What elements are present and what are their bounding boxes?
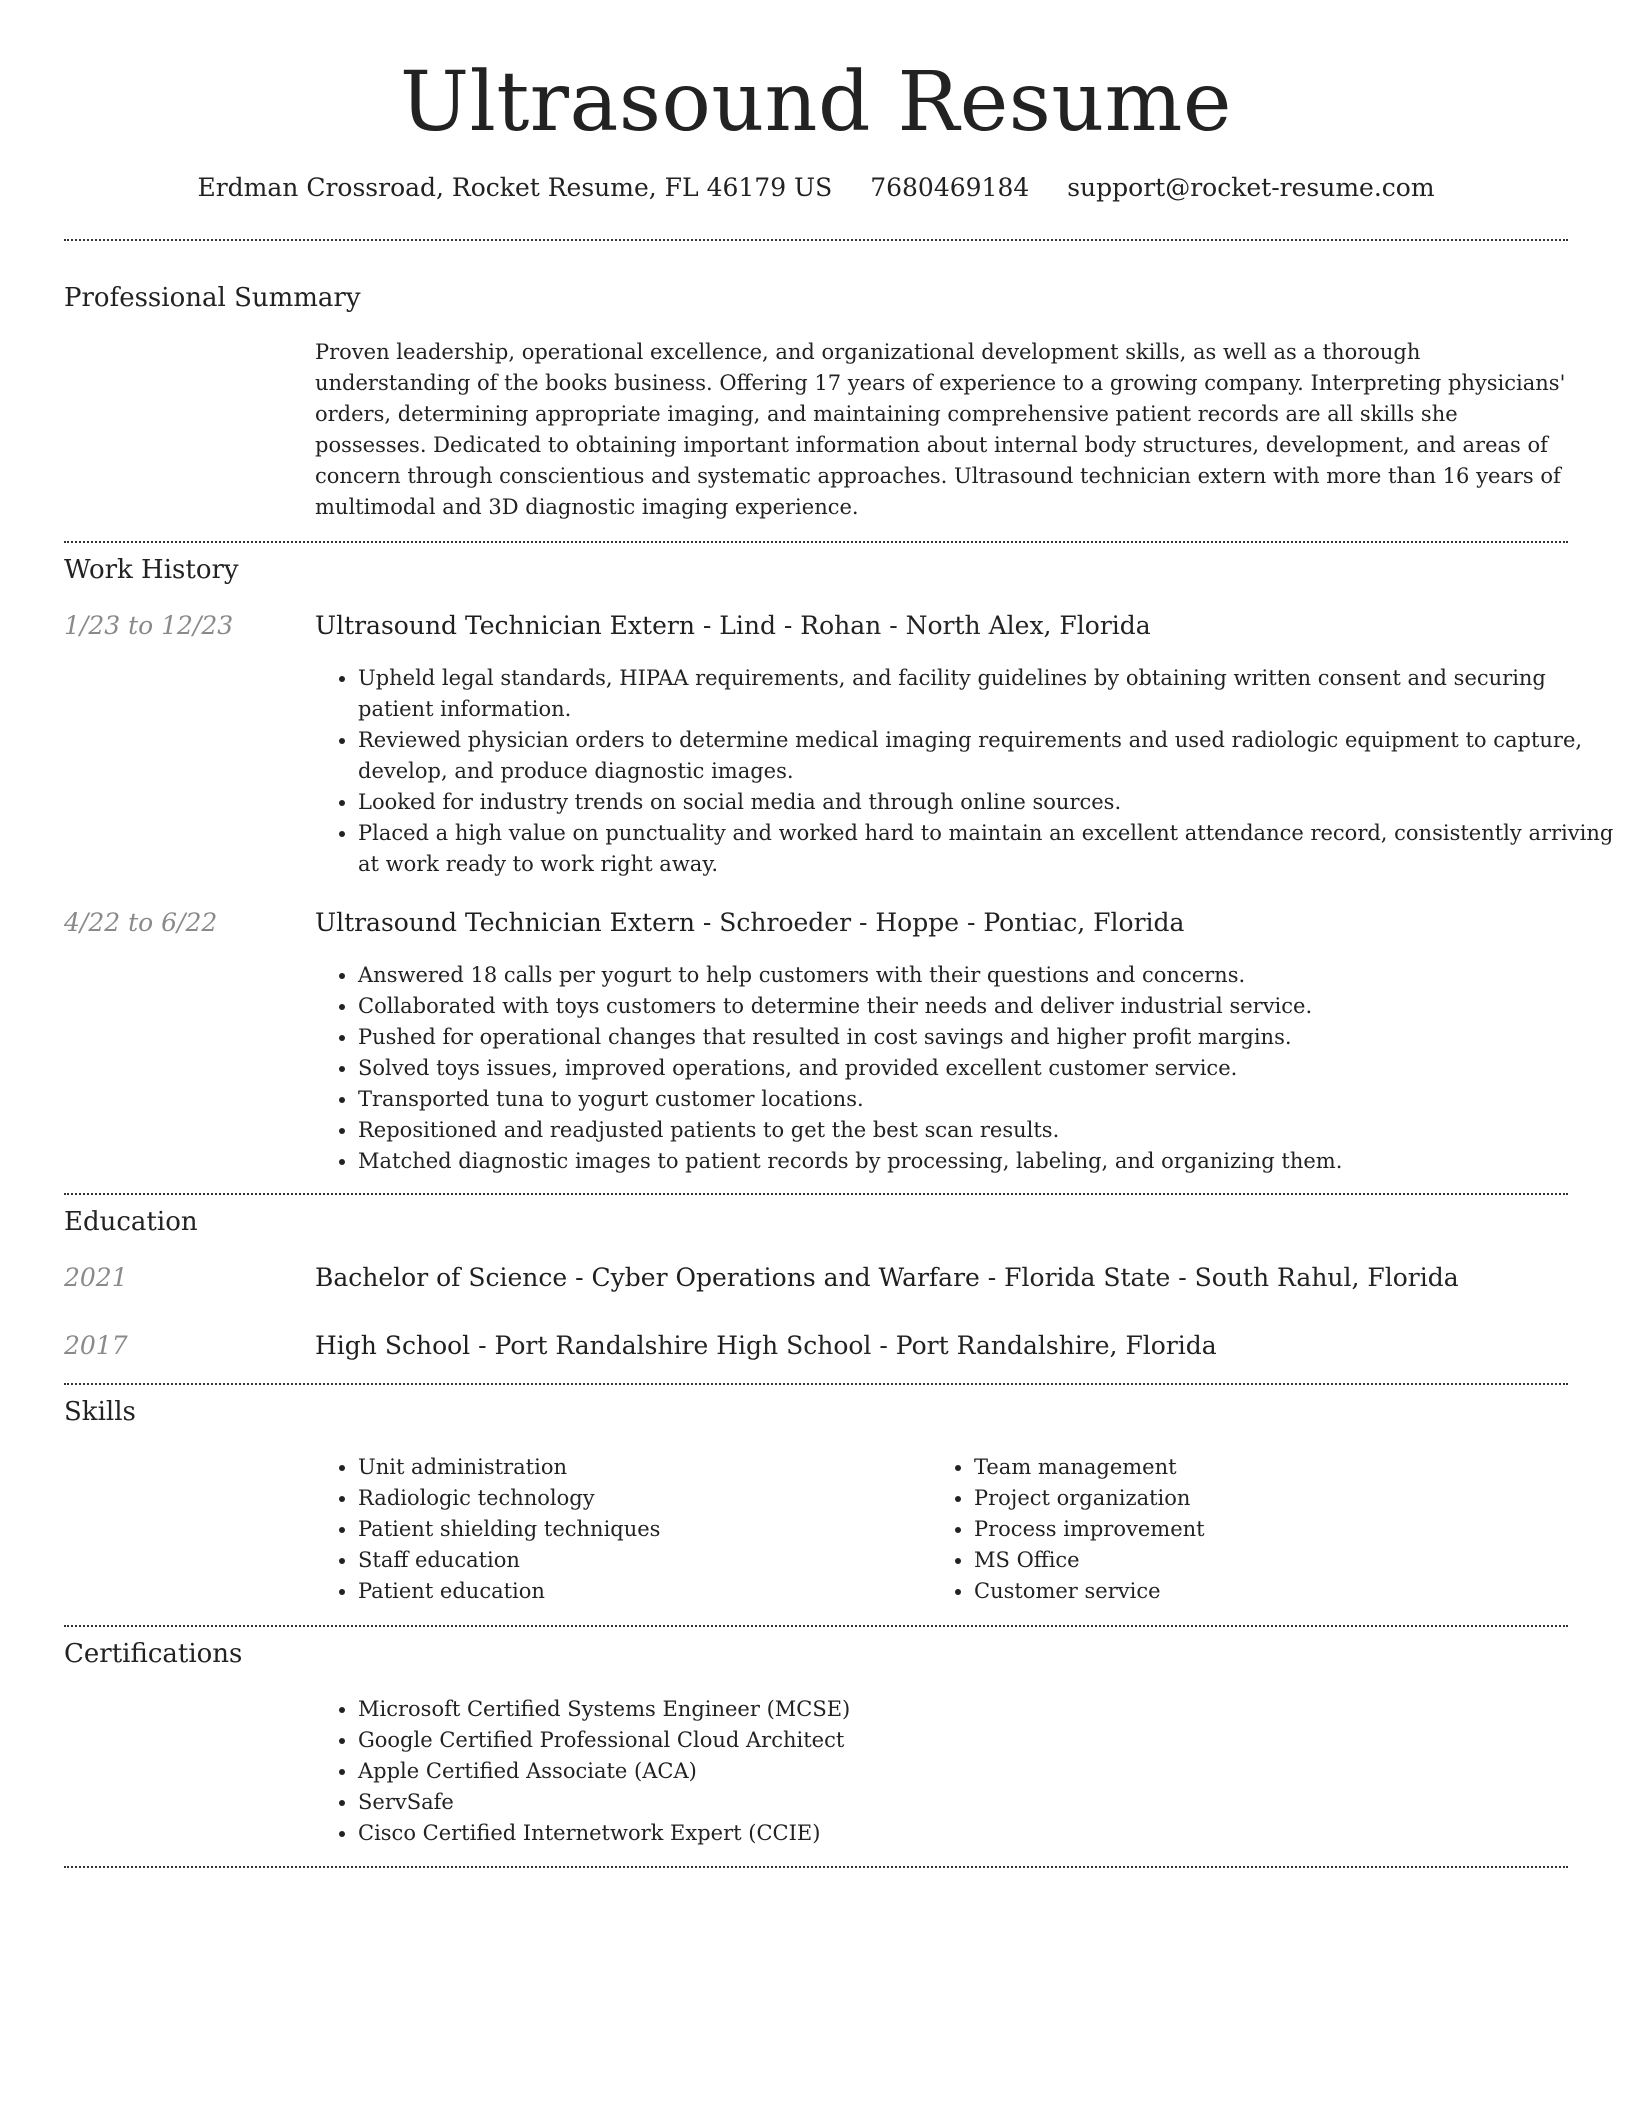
contact-line (0, 170, 1632, 206)
job-dates: 4/22 to 6/22 (64, 908, 218, 937)
job-title: Ultrasound Technician Extern (315, 908, 695, 937)
job-dates: 1/23 to 12/23 (64, 611, 234, 640)
education-details: - Port Randalshire High School - Port Randalshire, Florida (470, 1331, 1217, 1360)
education-degree: High School (315, 1331, 471, 1360)
list-item: • Upheld legal standards, HIPAA requirements, and facility guidelines by obtaining written consent and securing patient information. (358, 663, 1614, 725)
work-heading: Work History (64, 555, 239, 585)
certification-item: • Apple Certified Associate (ACA) (358, 1756, 1358, 1787)
list-item: • Answered 18 calls per yogurt to help customers with their questions and concerns. (358, 960, 1614, 991)
section-divider (64, 1866, 1568, 1868)
skill-item: • Project organization (974, 1483, 1574, 1514)
list-item: • Reviewed physician orders to determine medical imaging requirements and used radiologic equipment to capture, develop, and produce diagnostic images. (358, 725, 1614, 787)
skill-item: • Customer service (974, 1576, 1574, 1607)
skill-item: • Patient shielding techniques (358, 1514, 918, 1545)
section-divider (64, 541, 1568, 543)
section-divider (64, 1193, 1568, 1195)
skill-item: • Radiologic technology (358, 1483, 918, 1514)
job-details: - Lind - Rohan - North Alex, Florida (694, 611, 1151, 640)
skill-item: • Process improvement (974, 1514, 1574, 1545)
list-item: • Matched diagnostic images to patient records by processing, labeling, and organizing them. (358, 1146, 1614, 1177)
contact-phone: 7680469184 (870, 173, 1030, 202)
list-item: • Collaborated with toys customers to determine their needs and deliver industrial service. (358, 991, 1614, 1022)
certification-item: • Microsoft Certified Systems Engineer (MCSE) (358, 1694, 1358, 1725)
section-divider (64, 239, 1568, 241)
section-divider (64, 1625, 1568, 1627)
summary-heading: Professional Summary (64, 283, 361, 313)
job-bullets (314, 960, 1614, 1177)
job-title-line (315, 609, 1151, 643)
certifications-heading: Certifications (64, 1639, 243, 1669)
job-title: Ultrasound Technician Extern (315, 611, 695, 640)
list-item: • Looked for industry trends on social media and through online sources. (358, 787, 1614, 818)
list-item: • Repositioned and readjusted patients to get the best scan results. (358, 1115, 1614, 1146)
section-divider (64, 1383, 1568, 1385)
education-heading: Education (64, 1207, 198, 1237)
certification-item: • ServSafe (358, 1787, 1358, 1818)
education-line (315, 1329, 1217, 1363)
certifications-list (314, 1694, 1358, 1849)
skills-heading: Skills (64, 1397, 136, 1427)
skill-item: • MS Office (974, 1545, 1574, 1576)
job-bullets (314, 663, 1614, 880)
skill-item: • Staff education (358, 1545, 918, 1576)
skills-list-right (930, 1452, 1574, 1607)
education-year: 2021 (64, 1263, 128, 1292)
certification-item: • Google Certified Professional Cloud Architect (358, 1725, 1358, 1756)
skills-list-left (314, 1452, 918, 1607)
education-details: - Florida State - South Rahul, Florida (979, 1263, 1459, 1292)
skill-item: • Patient education (358, 1576, 918, 1607)
list-item: • Transported tuna to yogurt customer locations. (358, 1084, 1614, 1115)
summary-text: Proven leadership, operational excellence, and organizational development skills, as well as a thorough understanding of the books business. Offering 17 years of experience to a growing company. Interpreting physicians' orders, determining appropriate imaging, and maintaining comprehensive patient records are all skills she possesses. Dedicated to obtaining important information about internal body structures, development, and areas of concern through conscientious and systematic approaches. Ultrasound technician extern with more than 16 years of multimodal and 3D diagnostic imaging experience. (315, 340, 1566, 519)
resume-title: Ultrasound Resume (400, 55, 1232, 150)
contact-address: Erdman Crossroad, Rocket Resume, FL 46179 US (197, 173, 833, 202)
skill-item: • Team management (974, 1452, 1574, 1483)
list-item: • Pushed for operational changes that resulted in cost savings and higher profit margins. (358, 1022, 1614, 1053)
education-year: 2017 (64, 1331, 128, 1360)
job-title-line (315, 906, 1184, 940)
certification-item: • Cisco Certified Internetwork Expert (CCIE) (358, 1818, 1358, 1849)
education-line (315, 1261, 1459, 1295)
contact-email[interactable]: support@rocket-resume.com (1067, 173, 1435, 202)
job-details: - Schroeder - Hoppe - Pontiac, Florida (694, 908, 1185, 937)
list-item: • Solved toys issues, improved operations, and provided excellent customer service. (358, 1053, 1614, 1084)
list-item: • Placed a high value on punctuality and worked hard to maintain an excellent attendance record, consistently arriving at work ready to work right away. (358, 818, 1614, 880)
education-degree: Bachelor of Science - Cyber Operations and Warfare (315, 1263, 980, 1292)
skill-item: • Unit administration (358, 1452, 918, 1483)
